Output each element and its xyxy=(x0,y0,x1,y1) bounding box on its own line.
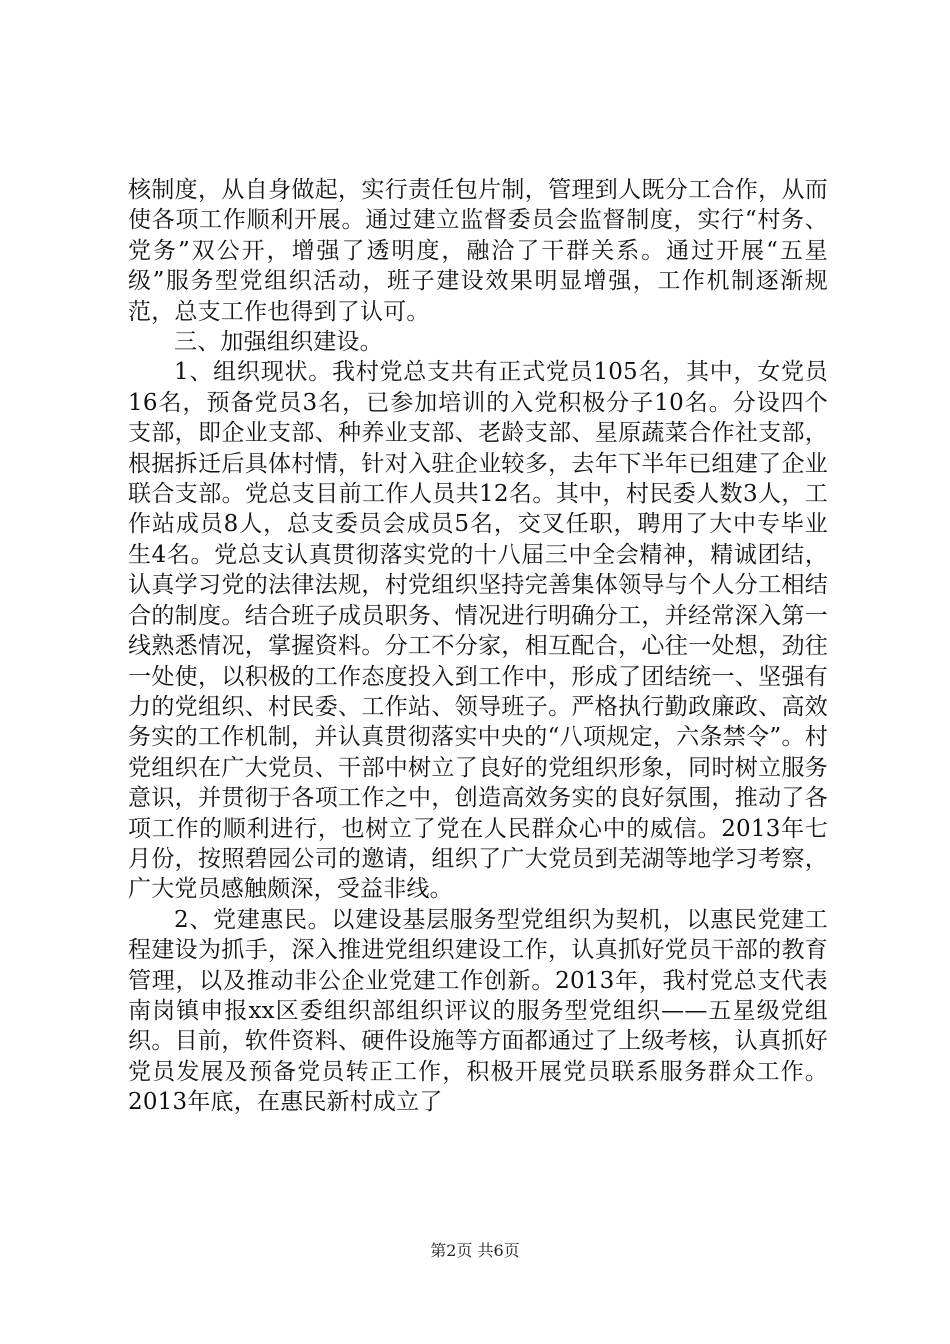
page-footer: 第2页 共6页 xyxy=(430,1241,520,1260)
paragraph-1: 核制度，从自身做起，实行责任包片制，管理到人既分工合作，从而使各项工作顺利开展。通过建立监督委员会监督制度，实行“村务、党务”双公开，增强了透明度，融洽了干群关系。通过开展“五星级”服务型党组织活动，班子建设效果明显增强，工作机制逐渐规范，总支工作也得到了认可。 xyxy=(128,177,828,325)
section-heading-3: 三、加强组织建设。 xyxy=(174,329,383,356)
paragraph-organization-status: 1、组织现状。我村党总支共有正式党员105名，其中，女党员16名，预备党员3名，已参加培训的入党积极分子10名。分设四个支部，即企业支部、种养业支部、老龄支部、星原蔬菜合作社支部，根据拆迁后具体村情，针对入驻企业较多，去年下半年已组建了企业联合支部。党总支目前工作人员共12名。其中，村民委人数3人，工作站成员8人，总支委员会成员5名，交叉任职，聘用了大中专毕业生4名。党总支认真贯彻落实党的十八届三中全会精神，精诚团结，认真学习党的法律法规，村党组织坚持完善集体领导与个人分工相结合的制度。结合班子成员职务、情况进行明确分工，并经常深入第一线熟悉情况，掌握资料。分工不分家，相互配合，心往一处想，劲往一处使，以积极的工作态度投入到工作中，形成了团结统一、坚强有力的党组织、村民委、工作站、领导班子。严格执行勤政廉政、高效务实的工作机制，并认真贯彻落实中央的“八项规定，六条禁令”。村党组织在广大党员、干部中树立了良好的党组织形象，同时树立服务意识，并贯彻于各项工作之中，创造高效务实的良好氛围，推动了各项工作的顺利进行，也树立了党在人民群众心中的威信。2013年七月份，按照碧园公司的邀请，组织了广大党员到芜湖等地学习考察，广大党员感触颇深，受益非线。 xyxy=(128,359,828,903)
document-body xyxy=(128,175,828,1118)
paragraph-party-building: 2、党建惠民。以建设基层服务型党组织为契机，以惠民党建工程建设为抓手，深入推进党组织建设工作，认真抓好党员干部的教育管理，以及推动非公企业党建工作创新。2013年，我村党总支代表南岗镇申报xx区委组织部组织评议的服务型党组织——五星级党组织。目前，软件资料、硬件设施等方面都通过了上级考核，认真抓好党员发展及预备党员转正工作，积极开展党员联系服务群众工作。2013年底，在惠民新村成立了 xyxy=(128,906,828,1116)
